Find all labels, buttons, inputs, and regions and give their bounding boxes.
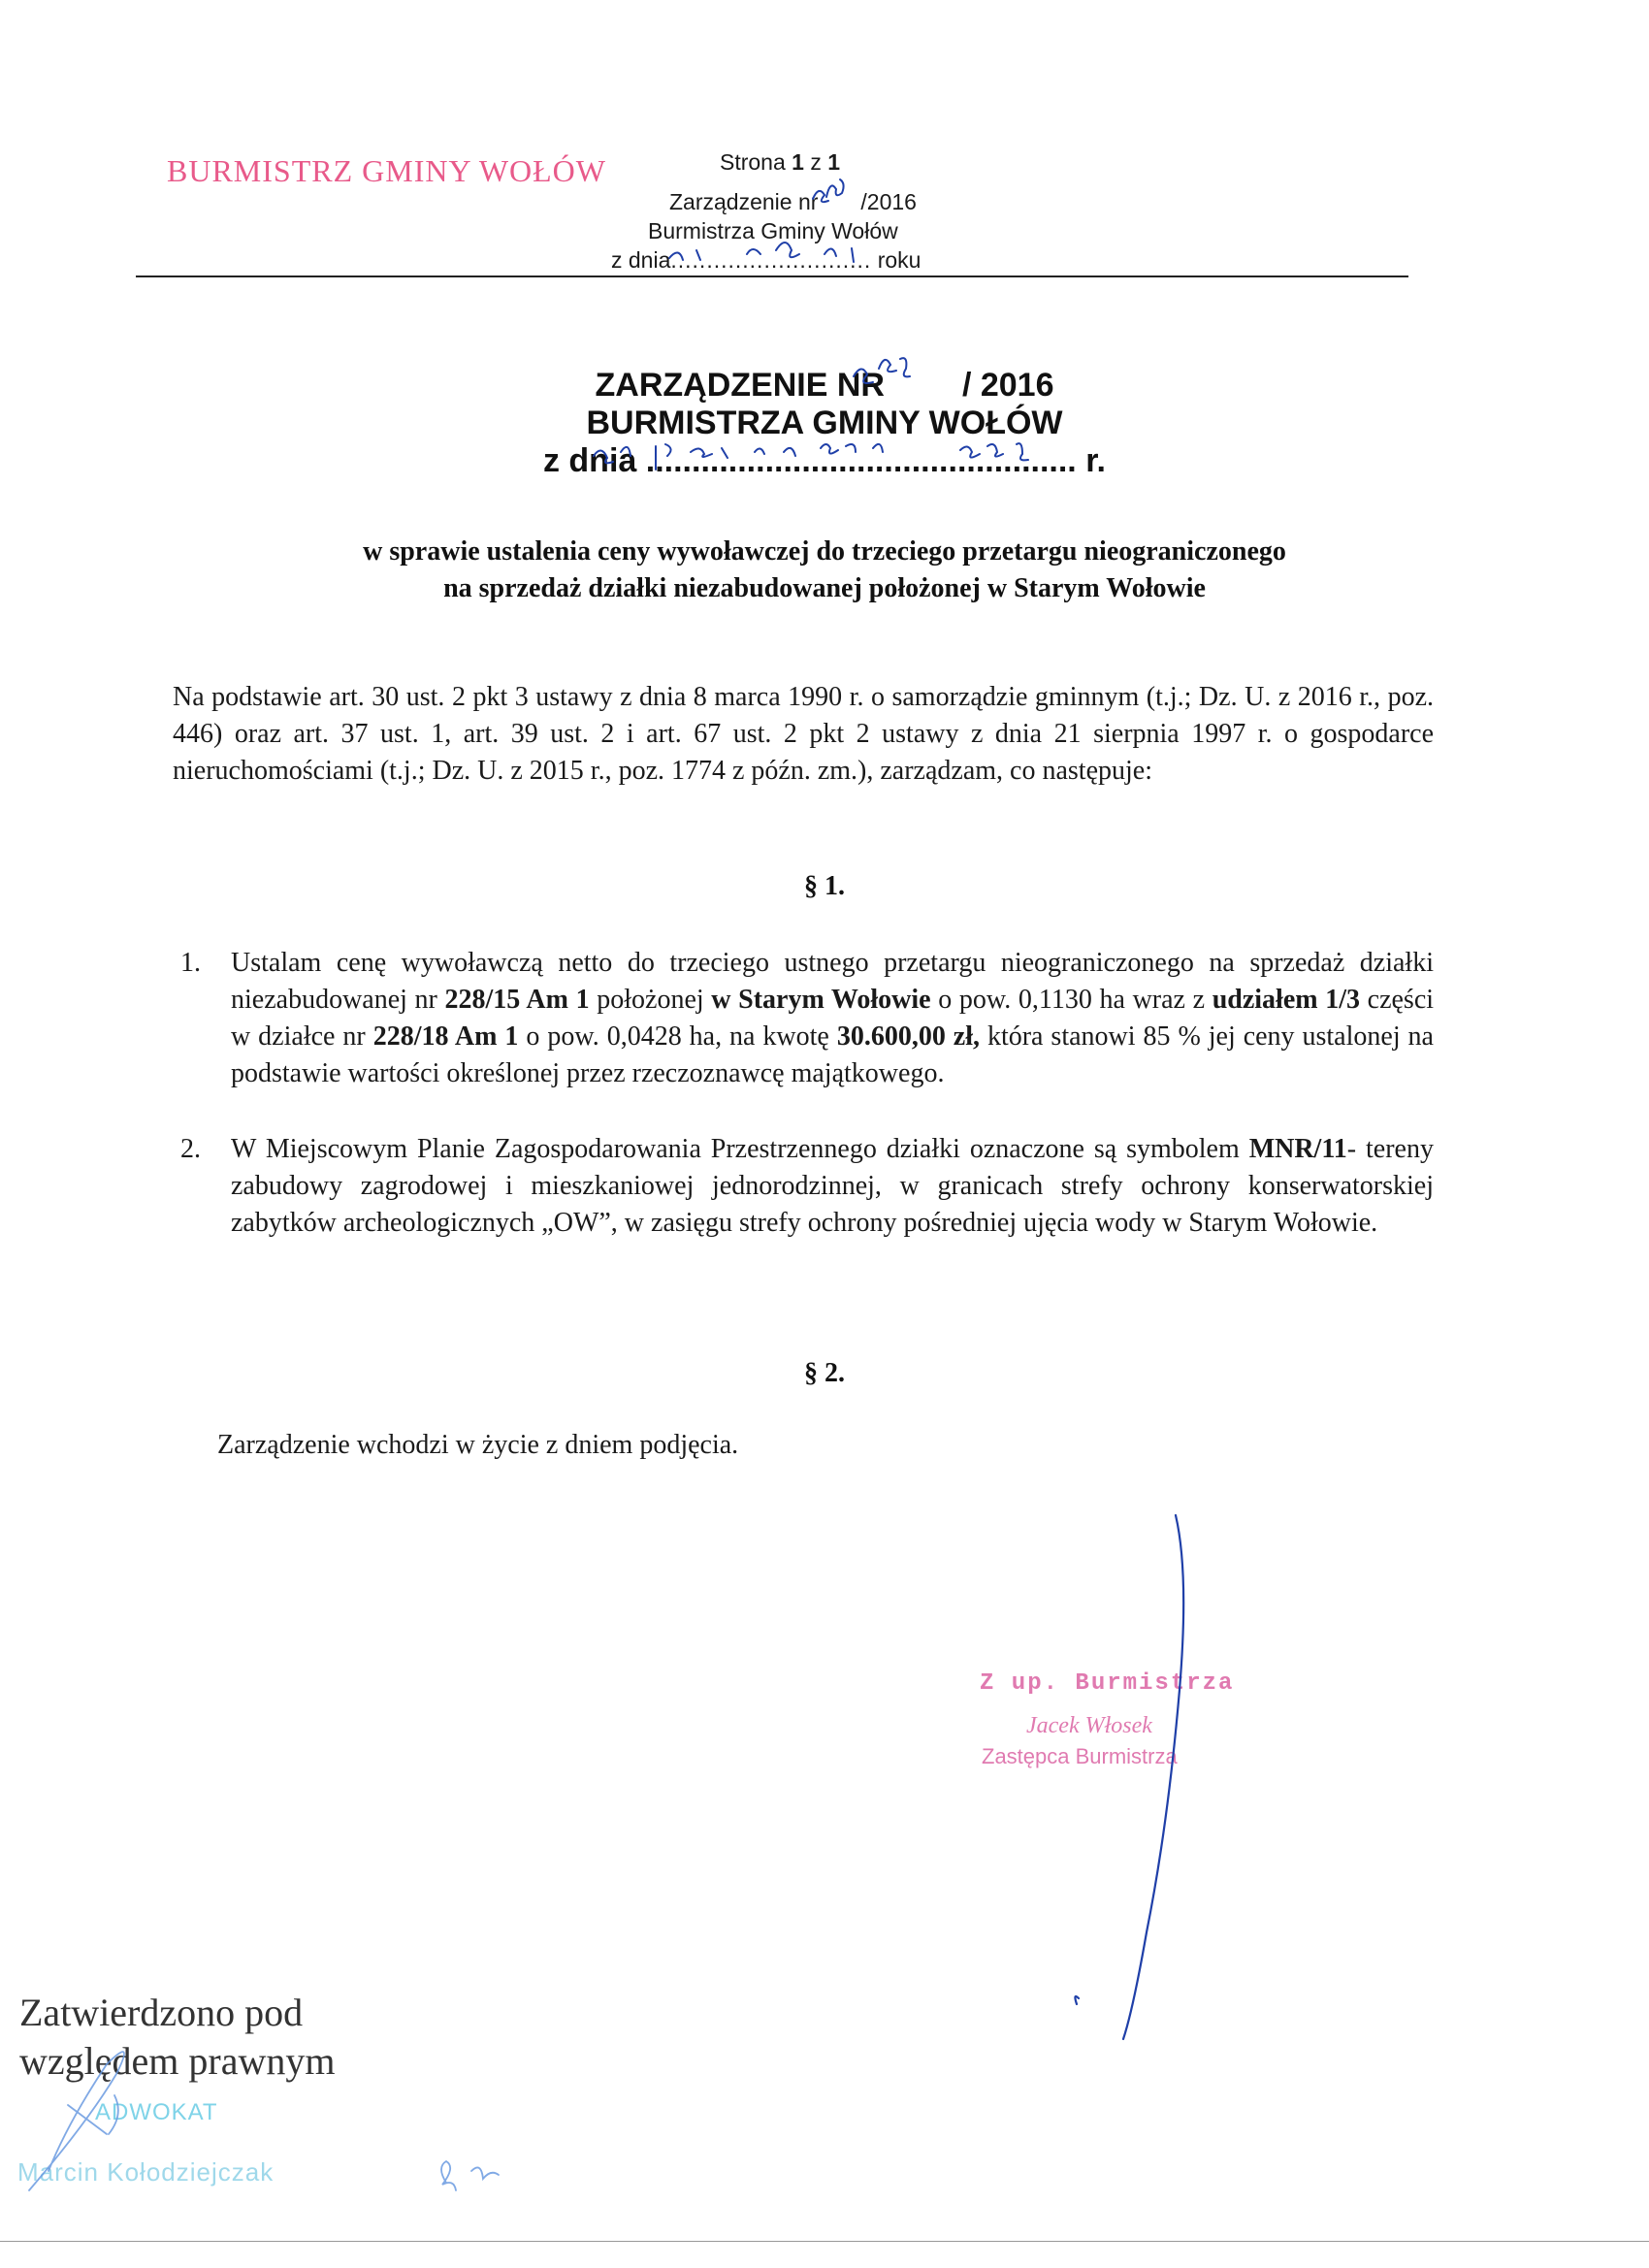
- office-stamp: BURMISTRZ GMINY WOŁÓW: [167, 153, 606, 188]
- header-divider: [136, 275, 1408, 277]
- list-item-1: [180, 945, 1434, 1092]
- signature-stamp: [980, 1670, 1235, 1768]
- stamp-role: Zastępca Burmistrza: [982, 1744, 1178, 1768]
- section-1-heading: § 1.: [804, 871, 845, 901]
- document-issuer: BURMISTRZA GMINY WOŁÓW: [586, 405, 1063, 441]
- header-order-number: Zarządzenie nr /2016: [669, 189, 917, 214]
- list-item-number: 1.: [180, 948, 201, 978]
- list-item-number: 2.: [180, 1134, 201, 1164]
- legal-basis-paragraph: Na podstawie art. 30 ust. 2 pkt 3 ustawy z dnia 8 marca 1990 r. o samorządzie gminnym (t.j.; Dz. U. z 2016 r., poz. 446) oraz art. 37 ust. 1, art. 39 ust. 2 i art. 67 ust. 2 pkt 2 ustawy z dnia 21 sierpnia 1997 r. o gospodarce nieruchomościami (t.j.; Dz. U. z 2015 r., poz. 1774 z późn. zm.), zarządzam, co następuje:: [173, 682, 1434, 786]
- stamp-authorization: Z up. Burmistrza: [980, 1670, 1235, 1697]
- advocate-initials: [441, 2161, 499, 2190]
- approval-line-2: względem prawnym: [19, 2039, 336, 2083]
- list-item-text: W Miejscowym Planie Zagospodarowania Przestrzennego działki oznaczone są symbolem MNR/11- tereny zabudowy zagrodowej i mieszkaniowej jednorodzinnej, w granicach strefy ochrony konserwatorskiej zabytków archeologicznych „OW”, w zasięgu strefy ochrony pośredniej ujęcia wody w Starym Wołowie.: [231, 1134, 1434, 1238]
- subject-line-2: na sprzedaż działki niezabudowanej położonej w Starym Wołowie: [443, 573, 1206, 603]
- section-2-heading: § 2.: [804, 1358, 845, 1388]
- effective-clause: Zarządzenie wchodzi w życie z dniem podjęcia.: [217, 1430, 739, 1460]
- stamp-name: Jacek Włosek: [1026, 1713, 1152, 1738]
- page-indicator: Strona 1 z 1: [720, 149, 841, 175]
- bottom-edge-line: [0, 2241, 1649, 2242]
- advocate-name: Marcin Kołodziejczak: [17, 2157, 275, 2187]
- header-date: z dnia............................ roku: [611, 247, 922, 273]
- document-title: ZARZĄDZENIE NR / 2016: [595, 367, 1054, 404]
- list-item-text: Ustalam cenę wywoławczą netto do trzeciego ustnego przetargu nieograniczonego na sprzedaż działki niezabudowanej nr 228/15 Am 1 położonej w Starym Wołowie o pow. 0,1130 ha wraz z udziałem 1/3 części w działce nr 228/18 Am 1 o pow. 0,0428 ha, na kwotę 30.600,00 zł, która stanowi 85 % jej ceny ustalonej na podstawie wartości określonej przez rzeczoznawcę majątkowego.: [231, 948, 1435, 1088]
- subject-line-1: w sprawie ustalenia ceny wywoławczej do trzeciego przetargu nieograniczonego: [363, 536, 1286, 567]
- advocate-role: ADWOKAT: [95, 2099, 218, 2125]
- document-date: z dnia ............................................... r.: [542, 442, 1107, 479]
- legal-approval-stamp: [19, 1989, 335, 2086]
- header-issuer: Burmistrza Gminy Wołów: [648, 218, 898, 243]
- signature-stroke: [1075, 1515, 1183, 2039]
- list-item-2: [180, 1131, 1434, 1242]
- approval-line-1: Zatwierdzono pod: [19, 1991, 304, 2034]
